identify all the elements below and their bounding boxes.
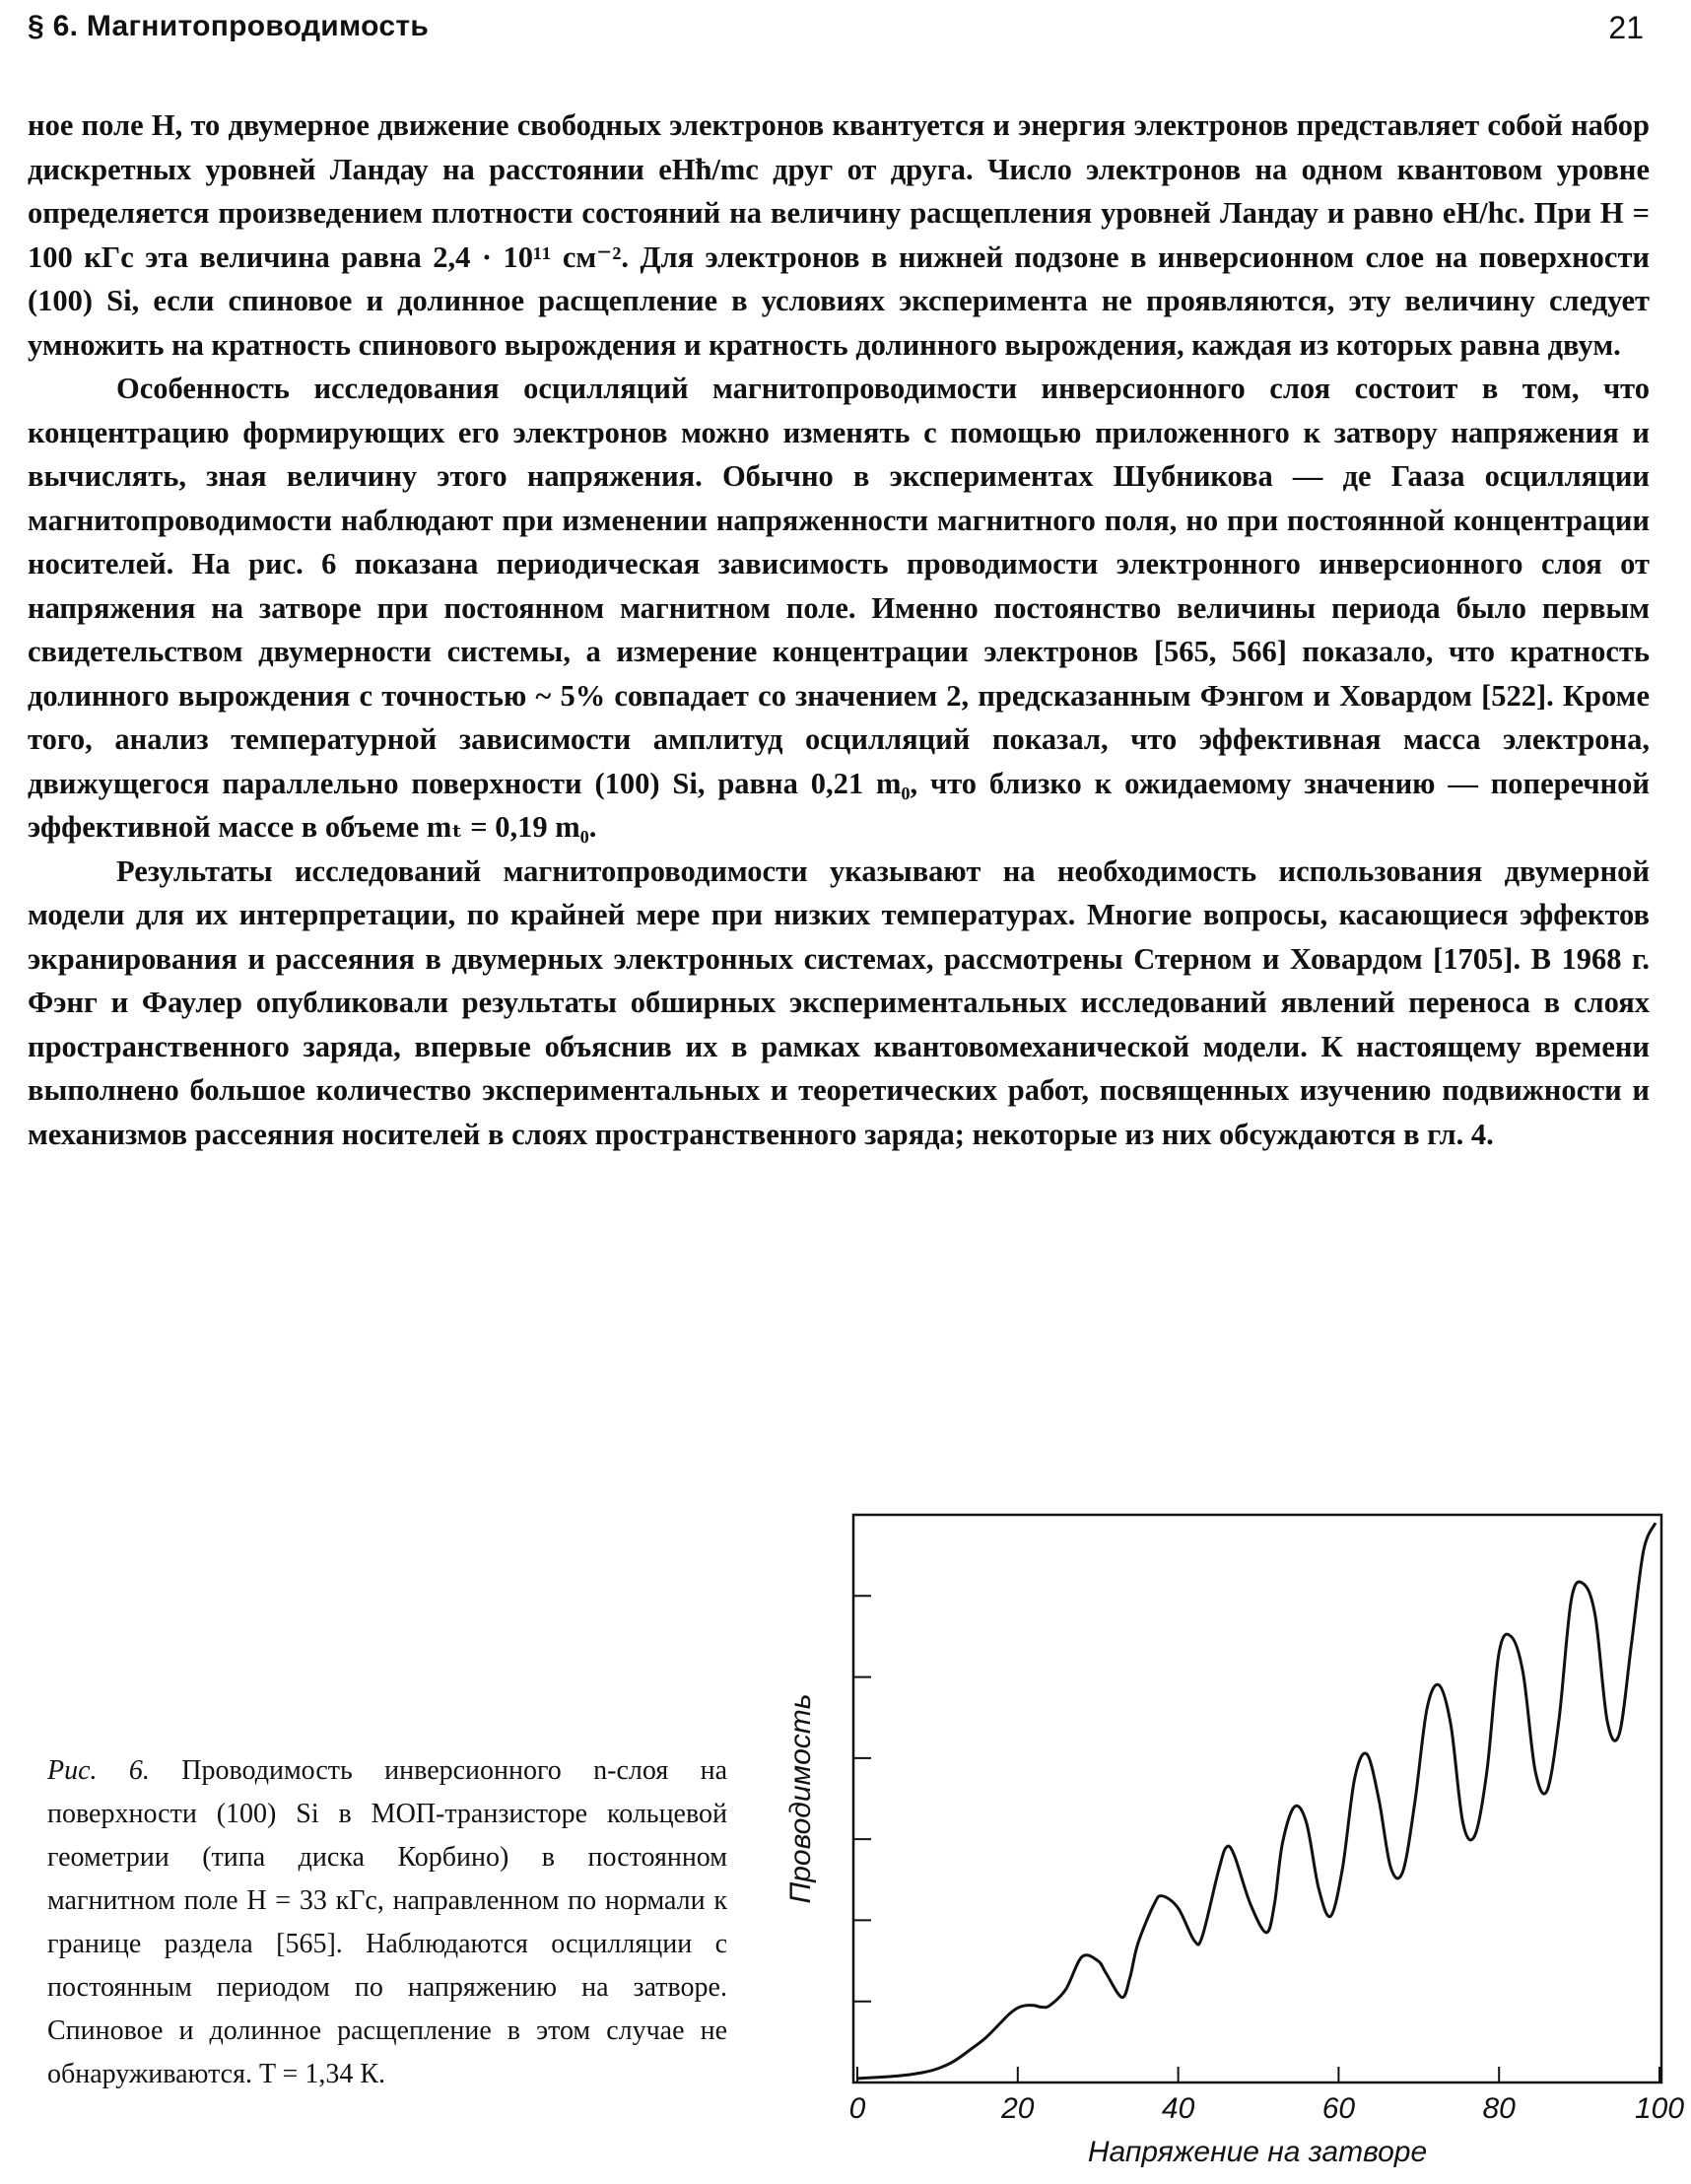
page-number: 21 (1608, 10, 1644, 45)
y-ticks (853, 1596, 871, 2001)
x-tick-label: 20 (1001, 2092, 1035, 2125)
x-tick-label: 100 (1634, 2092, 1685, 2125)
x-axis-label: Напряжение на затворе (1087, 2136, 1428, 2168)
x-tick-label: 60 (1321, 2092, 1356, 2125)
figure-caption-text: Проводимость инверсионного n-слоя на поверхности (100) Si в МОП-транзисторе кольцевой геометрии (типа диска Корбино) в постоянном магнитном поле H = 33 кГс, направленном по нормали к границе раздела [565]. Наблюдаются осцилляции с постоянным периодом по напряжению на затворе. Спиновое и долинное расщепление в этом случае не обнаруживаются. T = 1,34 К. (47, 1755, 728, 2089)
x-tick-label: 40 (1161, 2092, 1195, 2125)
paragraph-1: ное поле H, то двумерное движение свободных электронов квантуется и энергия электронов представляет собой набор дискретных уровней Ландау на расстоянии eHħ/mc друг от друга. Число электронов на одном квантовом уровне определяется произведением плотности состояний на величину расщепления уровней Ландау и равно eH/hc. При H = 100 кГс эта величина равна 2,4 · 10¹¹ см⁻². Для электронов в нижней подзоне в инверсионном слое на поверхности (100) Si, если спиновое и долинное расщепление в условиях эксперимента не проявляются, эту величину следует умножить на кратность спинового вырождения и кратность долинного вырождения, каждая из которых равна двум. (28, 108, 1650, 362)
paragraph-2: Особенность исследования осцилляций магнитопроводимости инверсионного слоя состоит в том, что концентрацию формирующих его электронов можно изменять с помощью приложенного к затвору напряжения и вычислять, зная величину этого напряжения. Обычно в экспериментах Шубникова — де Гааза осцилляции магнитопроводимости наблюдают при изменении напряженности магнитного поля, но при постоянной концентрации носителей. На рис. 6 показана периодическая зависимость проводимости электронного инверсионного слоя от напряжения на затворе при постоянном магнитном поле. Именно постоянство величины периода было первым свидетельством двумерности системы, а измерение концентрации электронов [565, 566] показало, что кратность долинного вырождения с точностью ~ 5% совпадает со значением 2, предсказанным Фэнгом и Ховардом [522]. Кроме того, анализ температурной зависимости амплитуд осцилляций показал, что эффективная масса электрона, движущегося параллельно поверхности (100) Si, равна 0,21 m₀, что близко к ожидаемому значению — поперечной эффективной массе в объеме mₜ = 0,19 m₀. (28, 372, 1650, 844)
x-tick-label: 0 (848, 2092, 866, 2125)
paragraph-3: Результаты исследований магнитопроводимости указывают на необходимость использования двумерной модели для их интерпретации, по крайней мере при низких температурах. Многие вопросы, касающиеся эффектов экранирования и рассеяния в двумерных электронных системах, рассмотрены Стерном и Ховардом [1705]. В 1968 г. Фэнг и Фаулер опубликовали результаты обширных экспериментальных исследований явлений переноса в слоях пространственного заряда, впервые объяснив их в рамках квантовомеханической модели. К настоящему времени выполнено большое количество экспериментальных и теоретических работ, посвященных изучению подвижности и механизмов рассеяния носителей в слоях пространственного заряда; некоторые из них обсуждаются в гл. 4. (28, 853, 1650, 1151)
figure-label: Рис. 6. (47, 1755, 150, 1786)
x-ticks (849, 2067, 1685, 2125)
y-axis-label: Проводимость (784, 1693, 817, 1904)
x-tick-label: 80 (1482, 2092, 1516, 2125)
running-header: § 6. Магнитопроводимость (28, 10, 430, 42)
conductance-curve (857, 1523, 1656, 2079)
plot-frame (853, 1515, 1661, 2082)
